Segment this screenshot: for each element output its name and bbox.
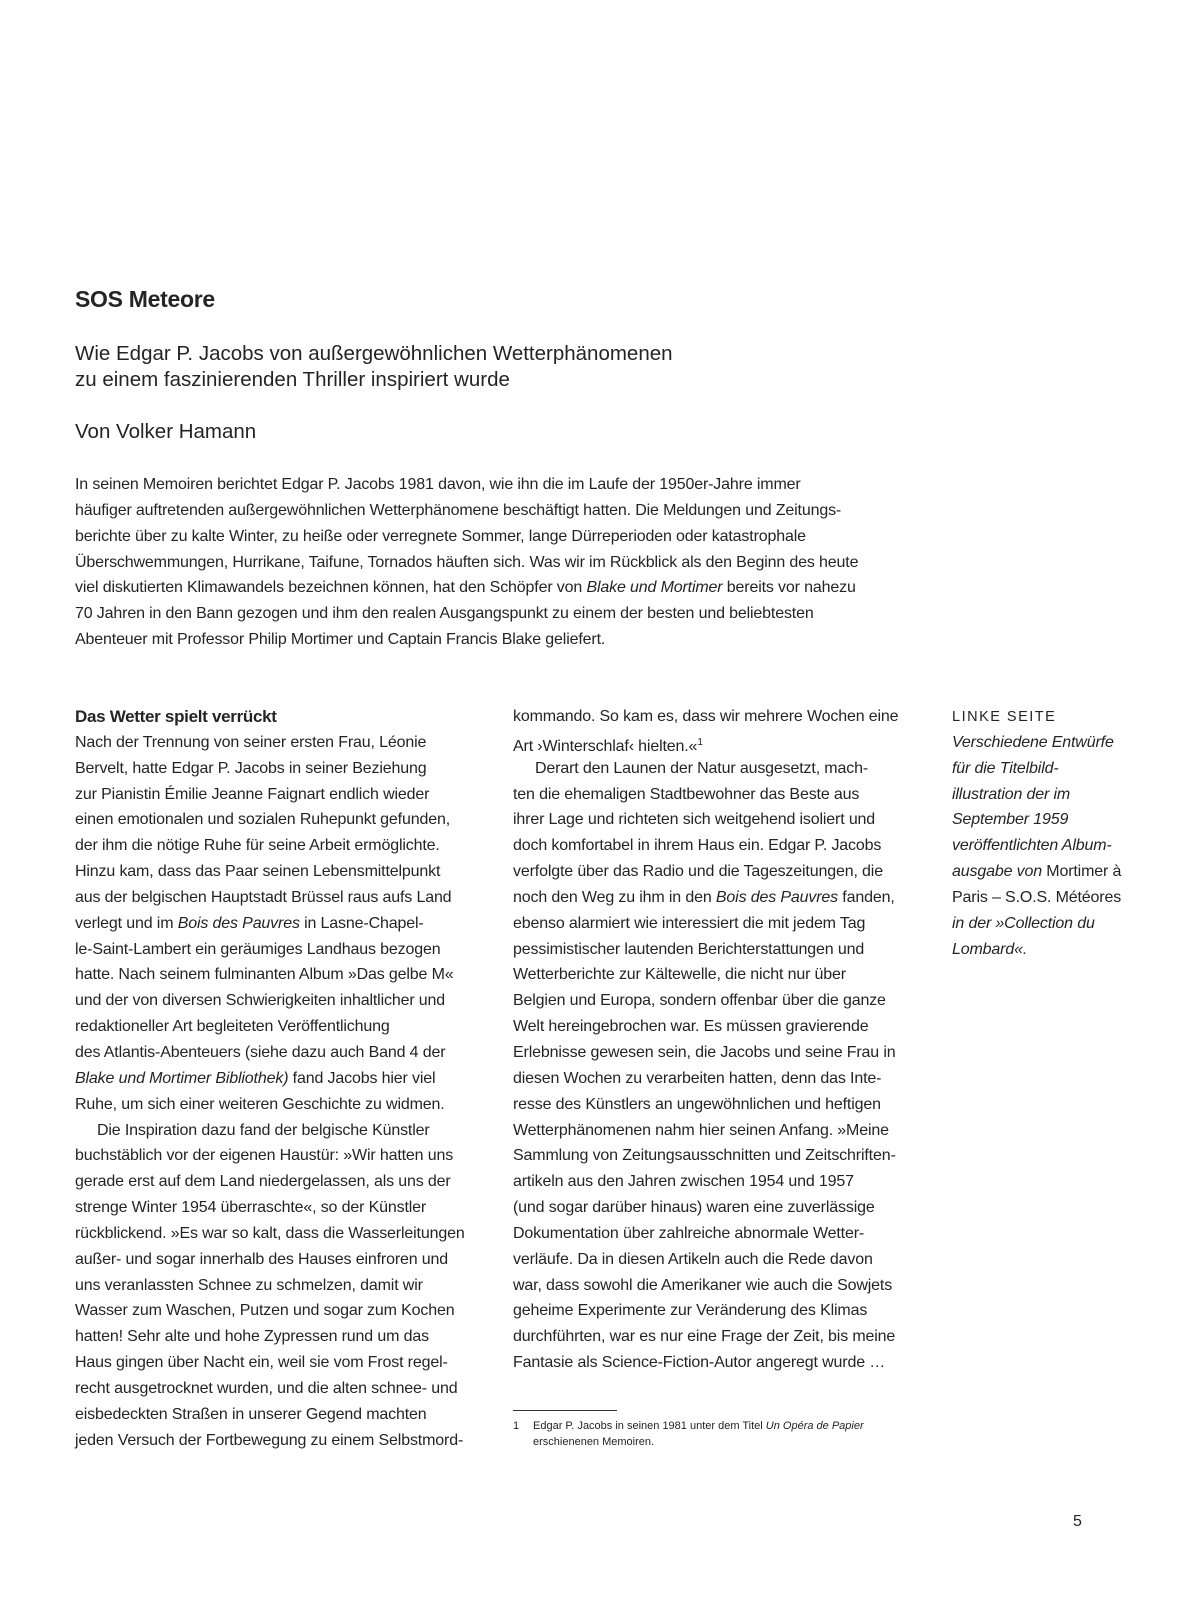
text-segment: redaktioneller Art begleiteten Veröffentlichung xyxy=(75,1018,390,1036)
text-line xyxy=(75,1066,465,1092)
text-segment: illustration der im xyxy=(952,785,1071,803)
text-line xyxy=(75,730,465,756)
text-segment: in Lasne-Chapel- xyxy=(299,914,424,932)
text-line xyxy=(513,1221,898,1247)
text-segment: für die Titelbild- xyxy=(952,759,1059,777)
text-line xyxy=(75,1195,465,1221)
text-segment: eisbedeckten Straßen in unserer Gegend machten xyxy=(75,1405,427,1423)
column-2 xyxy=(513,704,898,1376)
text-segment: Belgien und Europa, sondern offenbar über die ganze xyxy=(513,992,886,1010)
text-line xyxy=(75,1143,465,1169)
subtitle-line-1: Wie Edgar P. Jacobs von außergewöhnlichen Wetterphänomenen xyxy=(75,342,673,365)
text-segment: einen emotionalen und sozialen Ruhepunkt gefunden, xyxy=(75,811,451,829)
text-line xyxy=(513,1066,898,1092)
text-line xyxy=(75,524,858,550)
text-line xyxy=(952,704,1121,730)
text-line xyxy=(513,859,898,885)
text-segment: (und sogar darüber hinaus) waren eine zuverlässige xyxy=(513,1199,875,1217)
text-segment: der ihm die nötige Ruhe für seine Arbeit ermöglichte. xyxy=(75,837,440,855)
text-line xyxy=(513,1298,898,1324)
text-line xyxy=(513,756,898,782)
text-line xyxy=(513,1273,898,1299)
text-line xyxy=(75,1040,465,1066)
text-line xyxy=(75,988,465,1014)
text-segment: verfolgte über das Radio und die Tageszeitungen, die xyxy=(513,863,883,881)
text-line xyxy=(513,1324,898,1350)
text-segment: Haus gingen über Nacht ein, weil sie vom Frost regel- xyxy=(75,1354,448,1372)
author-byline: Von Volker Hamann xyxy=(75,420,257,443)
text-line xyxy=(513,1040,898,1066)
text-line xyxy=(513,1143,898,1169)
text-line xyxy=(75,1298,465,1324)
text-line xyxy=(75,1092,465,1118)
text-line xyxy=(513,911,898,937)
text-segment: kommando. So kam es, dass wir mehrere Wochen eine xyxy=(513,708,899,725)
text-line xyxy=(75,550,858,576)
footnote xyxy=(513,1418,864,1450)
text-segment: berichte über zu kalte Winter, zu heiße oder verregnete Sommer, lange Dürreperioden oder katastrophale xyxy=(75,527,806,545)
text-segment: ausgabe von xyxy=(952,863,1042,881)
text-segment: Abenteuer mit Professor Philip Mortimer und Captain Francis Blake geliefert. xyxy=(75,631,606,649)
footnote-line-1 xyxy=(533,1420,864,1432)
text-segment: Art ›Winterschlaf‹ hielten.« xyxy=(513,737,698,755)
text-line xyxy=(75,1376,465,1402)
text-line xyxy=(75,472,858,498)
text-line xyxy=(952,782,1121,808)
text-line xyxy=(952,859,1121,885)
text-segment: Wetterberichte zur Kältewelle, die nicht nur über xyxy=(513,966,846,984)
text-segment: ten die ehemaligen Stadtbewohner das Beste aus xyxy=(513,785,860,803)
text-segment: Überschwemmungen, Hurrikane, Taifune, Tornados häuften sich. Was wir im Rückblick als den Beginn des heute xyxy=(75,553,859,571)
text-line xyxy=(513,988,898,1014)
footnote-line-2 xyxy=(513,1434,864,1450)
text-line xyxy=(513,1169,898,1195)
text-segment: strenge Winter 1954 überraschte«, so der Künstler xyxy=(75,1199,427,1217)
text-line xyxy=(75,962,465,988)
text-segment: ihrer Lage und richteten sich weitgehend isoliert und xyxy=(513,811,876,829)
text-segment: Derart den Launen der Natur ausgesetzt, mach- xyxy=(535,759,868,777)
page-number: 5 xyxy=(1073,1513,1082,1530)
text-line xyxy=(75,704,465,730)
text-line xyxy=(75,833,465,859)
text-segment: rückblickend. »Es war so kalt, dass die Wasserleitungen xyxy=(75,1224,465,1242)
text-segment: Paris – S.O.S. Météores xyxy=(952,888,1122,906)
text-segment: Mortimer à xyxy=(1041,863,1122,881)
text-line xyxy=(75,782,465,808)
text-segment: uns veranlassten Schnee zu schmelzen, damit wir xyxy=(75,1276,423,1294)
text-segment: recht ausgetrocknet wurden, und die alten schnee- und xyxy=(75,1379,458,1397)
text-line xyxy=(75,1169,465,1195)
text-segment: Fantasie als Science-Fiction-Autor angeregt wurde … xyxy=(513,1354,886,1372)
text-segment: zur Pianistin Émilie Jeanne Faignart endlich wieder xyxy=(75,785,430,803)
text-segment: Blake und Mortimer xyxy=(586,579,723,597)
text-segment: durchführten, war es nur eine Frage der Zeit, bis meine xyxy=(513,1328,896,1346)
text-line xyxy=(75,807,465,833)
text-segment: war, dass sowohl die Amerikaner wie auch die Sowjets xyxy=(513,1276,893,1294)
text-line xyxy=(513,1195,898,1221)
image-caption-sidebar xyxy=(952,704,1121,962)
text-segment: Un Opéra de Papier xyxy=(765,1420,864,1432)
text-line xyxy=(952,911,1121,937)
text-line xyxy=(513,704,898,730)
text-segment: Hinzu kam, dass das Paar seinen Lebensmittelpunkt xyxy=(75,863,441,881)
text-segment: Die Inspiration dazu fand der belgische Künstler xyxy=(97,1121,430,1139)
footnote-number: 1 xyxy=(513,1420,520,1432)
text-line xyxy=(75,1324,465,1350)
text-line xyxy=(513,807,898,833)
text-line xyxy=(75,911,465,937)
text-line xyxy=(952,807,1121,833)
text-segment: verlegt und im xyxy=(75,914,178,932)
text-segment: und der von diversen Schwierigkeiten inhaltlicher und xyxy=(75,992,446,1010)
text-segment: verläufe. Da in diesen Artikeln auch die Rede davon xyxy=(513,1250,873,1268)
text-segment: Bervelt, hatte Edgar P. Jacobs in seiner Beziehung xyxy=(75,759,427,777)
text-line xyxy=(75,1247,465,1273)
footnote-divider xyxy=(513,1410,617,1411)
text-line xyxy=(513,1350,898,1376)
text-line xyxy=(513,885,898,911)
text-segment: Sammlung von Zeitungsausschnitten und Zeitschriften- xyxy=(513,1147,896,1165)
text-line xyxy=(952,833,1121,859)
text-line xyxy=(513,1092,898,1118)
text-segment: LINKE SEITE xyxy=(952,709,1057,725)
section-heading: Das Wetter spielt verrückt xyxy=(75,707,277,726)
text-segment: Blake und Mortimer Bibliothek) xyxy=(75,1069,289,1087)
footnote-reference[interactable]: 1 xyxy=(697,736,703,748)
text-segment: September 1959 xyxy=(952,811,1069,829)
text-line xyxy=(75,575,858,601)
text-line xyxy=(75,756,465,782)
intro-paragraph xyxy=(75,472,858,653)
text-line xyxy=(75,885,465,911)
text-line xyxy=(75,1428,465,1454)
text-line xyxy=(75,498,858,524)
text-segment: Bois des Pauvres xyxy=(177,914,300,932)
text-segment: Verschiedene Entwürfe xyxy=(952,733,1114,751)
text-segment: fand Jacobs hier viel xyxy=(288,1069,436,1087)
text-line xyxy=(952,730,1121,756)
text-segment: Lombard«. xyxy=(952,940,1028,958)
text-segment: noch den Weg zu ihm in den xyxy=(513,888,716,906)
text-segment: aus der belgischen Hauptstadt Brüssel raus aufs Land xyxy=(75,888,452,906)
text-line xyxy=(75,627,858,653)
text-line xyxy=(513,1247,898,1273)
subtitle-line-2: zu einem faszinierenden Thriller inspiriert wurde xyxy=(75,368,510,391)
text-segment: artikeln aus den Jahren zwischen 1954 und 1957 xyxy=(513,1173,854,1191)
text-segment: des Atlantis-Abenteuers (siehe dazu auch Band 4 der xyxy=(75,1043,446,1061)
text-line xyxy=(513,1014,898,1040)
text-segment: viel diskutierten Klimawandels bezeichnen können, hat den Schöpfer von xyxy=(75,579,587,597)
text-segment: gerade erst auf dem Land niedergelassen, als uns der xyxy=(75,1173,451,1191)
text-line xyxy=(75,1273,465,1299)
page-title: SOS Meteore xyxy=(75,286,215,312)
text-segment: Wetterphänomenen nahm hier seinen Anfang. »Meine xyxy=(513,1121,889,1139)
text-line xyxy=(513,962,898,988)
text-segment: geheime Experimente zur Veränderung des Klimas xyxy=(513,1302,868,1320)
text-segment: Bois des Pauvres xyxy=(715,888,839,906)
text-segment: außer- und sogar innerhalb des Hauses einfroren und xyxy=(75,1250,449,1268)
text-line xyxy=(952,885,1121,911)
text-line xyxy=(513,730,898,756)
text-segment: jeden Versuch der Fortbewegung zu einem Selbstmord- xyxy=(75,1431,464,1449)
text-segment: le-Saint-Lambert ein geräumiges Landhaus bezogen xyxy=(75,940,441,958)
text-segment: bereits vor nahezu xyxy=(722,579,856,597)
column-1 xyxy=(75,704,465,1453)
text-line xyxy=(952,937,1121,963)
text-segment: ebenso alarmiert wie interessiert die mit jedem Tag xyxy=(513,914,866,932)
text-segment: in der »Collection du xyxy=(952,914,1095,932)
text-segment: Edgar P. Jacobs in seinen 1981 unter dem Titel xyxy=(533,1420,766,1432)
text-line xyxy=(513,937,898,963)
text-segment: veröffentlichten Album- xyxy=(952,837,1112,855)
text-segment: buchstäblich vor der eigenen Haustür: »Wir hatten uns xyxy=(75,1147,454,1165)
text-segment: doch komfortabel in ihrem Haus ein. Edgar P. Jacobs xyxy=(513,837,882,855)
text-segment: Dokumentation über zahlreiche abnormale Wetter- xyxy=(513,1224,865,1242)
text-segment: Ruhe, um sich einer weiteren Geschichte zu widmen. xyxy=(75,1095,445,1113)
text-segment: pessimistischer lautenden Berichterstattungen und xyxy=(513,940,865,958)
text-segment: hatten! Sehr alte und hohe Zypressen rund um das xyxy=(75,1328,429,1346)
text-line xyxy=(513,833,898,859)
text-segment: Erlebnisse gewesen sein, die Jacobs und seine Frau in xyxy=(513,1043,896,1061)
text-line xyxy=(75,601,858,627)
text-segment: resse des Künstlers an ungewöhnlichen und heftigen xyxy=(513,1095,881,1113)
text-segment: hatte. Nach seinem fulminanten Album »Das gelbe M« xyxy=(75,966,454,984)
text-segment: fanden, xyxy=(838,888,895,906)
text-line xyxy=(75,1014,465,1040)
text-line xyxy=(75,859,465,885)
text-line xyxy=(75,1118,465,1144)
text-segment: Nach der Trennung von seiner ersten Frau, Léonie xyxy=(75,733,427,751)
text-line xyxy=(75,937,465,963)
text-line xyxy=(513,782,898,808)
text-segment: In seinen Memoiren berichtet Edgar P. Jacobs 1981 davon, wie ihn die im Laufe der 1950er-Jahre immer xyxy=(75,476,801,493)
text-line xyxy=(75,1221,465,1247)
text-segment: 70 Jahren in den Bann gezogen und ihm den realen Ausgangspunkt zu einem der besten und beliebtesten xyxy=(75,605,814,623)
text-segment: häufiger auftretenden außergewöhnlichen Wetterphänomene beschäftigt hatten. Die Meldungen und Zeitungs- xyxy=(75,501,842,519)
text-line xyxy=(952,756,1121,782)
text-line xyxy=(513,1118,898,1144)
text-segment: Welt hereingebrochen war. Es müssen gravierende xyxy=(513,1018,869,1036)
text-segment: Wasser zum Waschen, Putzen und sogar zum Kochen xyxy=(75,1302,455,1320)
text-line xyxy=(75,1350,465,1376)
text-segment: erschienenen Memoiren. xyxy=(533,1436,655,1448)
text-segment: diesen Wochen zu verarbeiten hatten, denn das Inte- xyxy=(513,1069,882,1087)
text-line xyxy=(75,1402,465,1428)
